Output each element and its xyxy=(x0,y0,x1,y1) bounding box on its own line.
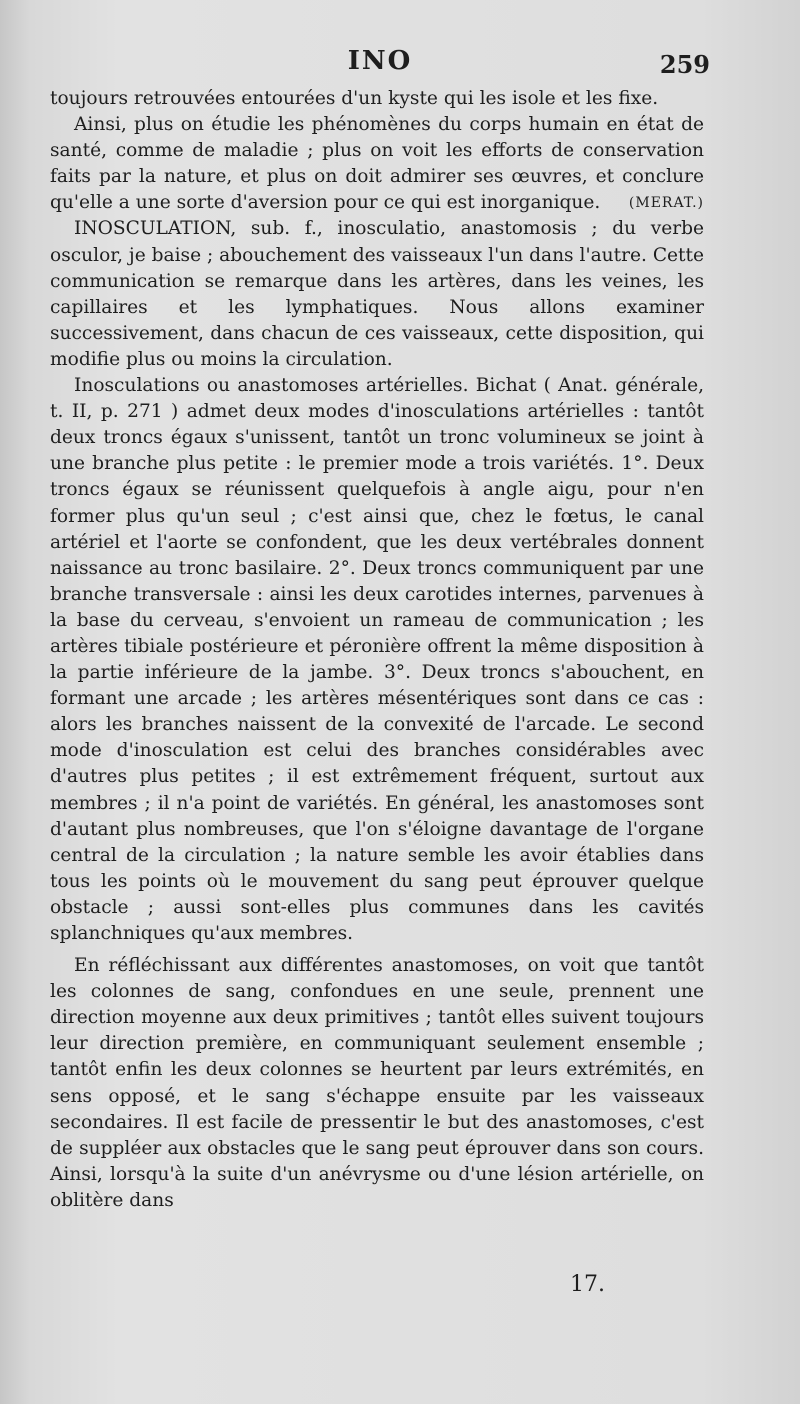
body-text xyxy=(50,86,704,1214)
page-header xyxy=(50,46,710,86)
paragraph-2 xyxy=(50,112,704,216)
paragraph-2-text: Ainsi, plus on étudie les phénomènes du corps humain en état de santé, comme de maladie ; plus on voit les efforts de conservation faits par la nature, et plus on doit admirer ses œuvres, et conclure qu'elle a une sorte d'aversion pour ce qui est inorganique. xyxy=(50,114,704,214)
paragraph-inosculation-entry: INOSCULATION, sub. f., inosculatio, anastomosis ; du verbe osculor, je baise ; abouchement des vaisseaux l'un dans l'autre. Cette communication se remarque dans les artères, dans les veines, les capillaires et les lymphatiques. Nous allons examiner successivement, dans chacun de ces vaisseaux, cette disposition, qui modifie plus ou moins la circulation. xyxy=(50,218,704,370)
paragraph-reflection: En réfléchissant aux différentes anastomoses, on voit que tantôt les colonnes de sang, confondues en une seule, prennent une direction moyenne aux deux primitives ; tantôt elles suivent toujours leur direction première, en communiquant seulement ensemble ; tantôt enfin les deux colonnes se heurtent par leurs extrémités, en sens opposé, et le sang s'échappe ensuite par les vaisseaux secondaires. Il est facile de pressentir le but des anastomoses, c'est de suppléer aux obstacles que le sang peut éprouver dans son cours. Ainsi, lorsqu'à la suite d'un anévrysme ou d'une lésion artérielle, on oblitère dans xyxy=(50,955,704,1211)
running-head: INO xyxy=(347,46,413,76)
paragraph-arterial-anastomoses: Inosculations ou anastomoses artérielles. Bichat ( Anat. générale, t. II, p. 271 ) admet deux modes d'inosculations artérielles : tantôt deux troncs égaux s'unissent, tantôt un tronc volumineux se joint à une branche plus petite : le premier mode a trois variétés. 1°. Deux troncs égaux se réunissent quelquefois à angle aigu, pour n'en former plus qu'un seul ; c'est ainsi que, chez le fœtus, le canal artériel et l'aorte se confondent, que les deux vertébrales donnent naissance au tronc basilaire. 2°. Deux troncs communiquent par une branche transversale : ainsi les deux carotides internes, parvenues à la base du cerveau, s'envoient un rameau de communication ; les artères tibiale postérieure et péronière offrent la même disposition à la partie inférieure de la jambe. 3°. Deux troncs s'abouchent, en formant une arcade ; les artères mésentériques sont dans ce cas : alors les branches naissent de la convexité de l'arcade. Le second mode d'inosculation est celui des branches considérables avec d'autres plus petites ; il est extrêmement fréquent, surtout aux membres ; il n'a point de variétés. En général, les anastomoses sont d'autant plus nombreuses, que l'on s'éloigne davantage de l'organe central de la circulation ; la nature semble les avoir établies dans tous les points où le mouvement du sang peut éprouver quelque obstacle ; aussi sont-elles plus communes dans les cavités splanchniques qu'aux membres. xyxy=(50,375,704,944)
page-number: 259 xyxy=(659,50,710,79)
signature-mark: 17. xyxy=(570,1272,605,1297)
author-signature: (MERAT.) xyxy=(628,195,704,212)
paragraph-1: toujours retrouvées entourées d'un kyste qui les isole et les fixe. xyxy=(50,88,659,109)
